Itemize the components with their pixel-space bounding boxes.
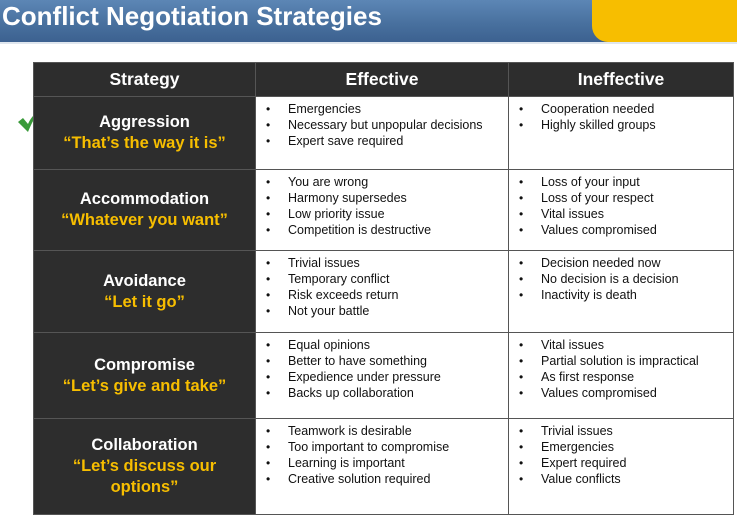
effective-cell [256, 419, 509, 515]
strategy-name: Avoidance [103, 271, 186, 290]
table-row [34, 251, 734, 333]
strategy-name: Compromise [94, 355, 195, 374]
list-item: • No decision is a decision [517, 271, 727, 287]
table-row [34, 419, 734, 515]
strategy-name: Accommodation [79, 190, 210, 208]
effective-cell [256, 170, 509, 251]
list-item: • Vital issues [517, 337, 727, 353]
effective-cell [256, 333, 509, 419]
strategy-cell [34, 419, 256, 515]
list-item: • Learning is important [264, 455, 502, 471]
list-item: • Not your battle [264, 303, 502, 319]
list-item: • Expert required [517, 455, 727, 471]
table-row [34, 97, 734, 170]
list-item: • Decision needed now [517, 255, 727, 271]
strategy-name: Aggression [99, 113, 190, 131]
table-row [34, 333, 734, 419]
list-item: • Competition is destructive [264, 222, 502, 238]
list-item: • Trivial issues [264, 255, 502, 271]
ineffective-cell [509, 419, 734, 515]
effective-cell [256, 97, 509, 170]
list-item: • Values compromised [517, 222, 727, 238]
list-item: • Too important to compromise [264, 439, 502, 455]
strategy-quote: “Let’s give and take” [62, 376, 227, 395]
title-divider [0, 42, 737, 44]
list-item: • Backs up collaboration [264, 385, 502, 401]
ineffective-cell [509, 251, 734, 333]
list-item: • Inactivity is death [517, 287, 727, 303]
list-item: • Necessary but unpopular decisions [264, 117, 502, 133]
column-header-ineffective: Ineffective [509, 63, 734, 97]
title-bar [0, 0, 737, 42]
list-item: • As first response [517, 369, 727, 385]
effective-cell [256, 251, 509, 333]
strategy-cell [34, 333, 256, 419]
list-item: • Trivial issues [517, 423, 727, 439]
strategy-quote: “Let’s discuss our options” [72, 457, 217, 496]
list-item: • Value conflicts [517, 471, 727, 487]
strategy-name: Collaboration [91, 436, 198, 454]
list-item: • Better to have something [264, 353, 502, 369]
list-item: • Cooperation needed [517, 101, 727, 117]
strategy-quote: “Let it go” [104, 292, 185, 311]
list-item: • Vital issues [517, 206, 727, 222]
list-item: • Emergencies [517, 439, 727, 455]
list-item: • Expert save required [264, 133, 502, 149]
list-item: • Values compromised [517, 385, 727, 401]
table-row [34, 170, 734, 251]
column-header-strategy: Strategy [34, 63, 256, 97]
title-accent-tab [592, 0, 737, 42]
strategy-cell [34, 97, 256, 170]
strategy-table [33, 62, 734, 515]
strategy-cell [34, 170, 256, 251]
list-item: • Creative solution required [264, 471, 502, 487]
list-item: • Expedience under pressure [264, 369, 502, 385]
strategy-quote: “Whatever you want” [61, 211, 228, 229]
list-item: • You are wrong [264, 174, 502, 190]
ineffective-cell [509, 97, 734, 170]
ineffective-cell [509, 333, 734, 419]
page-title: Conflict Negotiation Strategies [2, 1, 382, 31]
ineffective-cell [509, 170, 734, 251]
list-item: • Partial solution is impractical [517, 353, 727, 369]
list-item: • Highly skilled groups [517, 117, 727, 133]
list-item: • Low priority issue [264, 206, 502, 222]
list-item: • Equal opinions [264, 337, 502, 353]
list-item: • Risk exceeds return [264, 287, 502, 303]
list-item: • Harmony supersedes [264, 190, 502, 206]
strategy-cell [34, 251, 256, 333]
strategy-quote: “That’s the way it is” [63, 134, 226, 152]
table-header-row [34, 63, 734, 97]
list-item: • Loss of your respect [517, 190, 727, 206]
column-header-effective: Effective [256, 63, 509, 97]
list-item: • Teamwork is desirable [264, 423, 502, 439]
list-item: • Emergencies [264, 101, 502, 117]
list-item: • Loss of your input [517, 174, 727, 190]
list-item: • Temporary conflict [264, 271, 502, 287]
